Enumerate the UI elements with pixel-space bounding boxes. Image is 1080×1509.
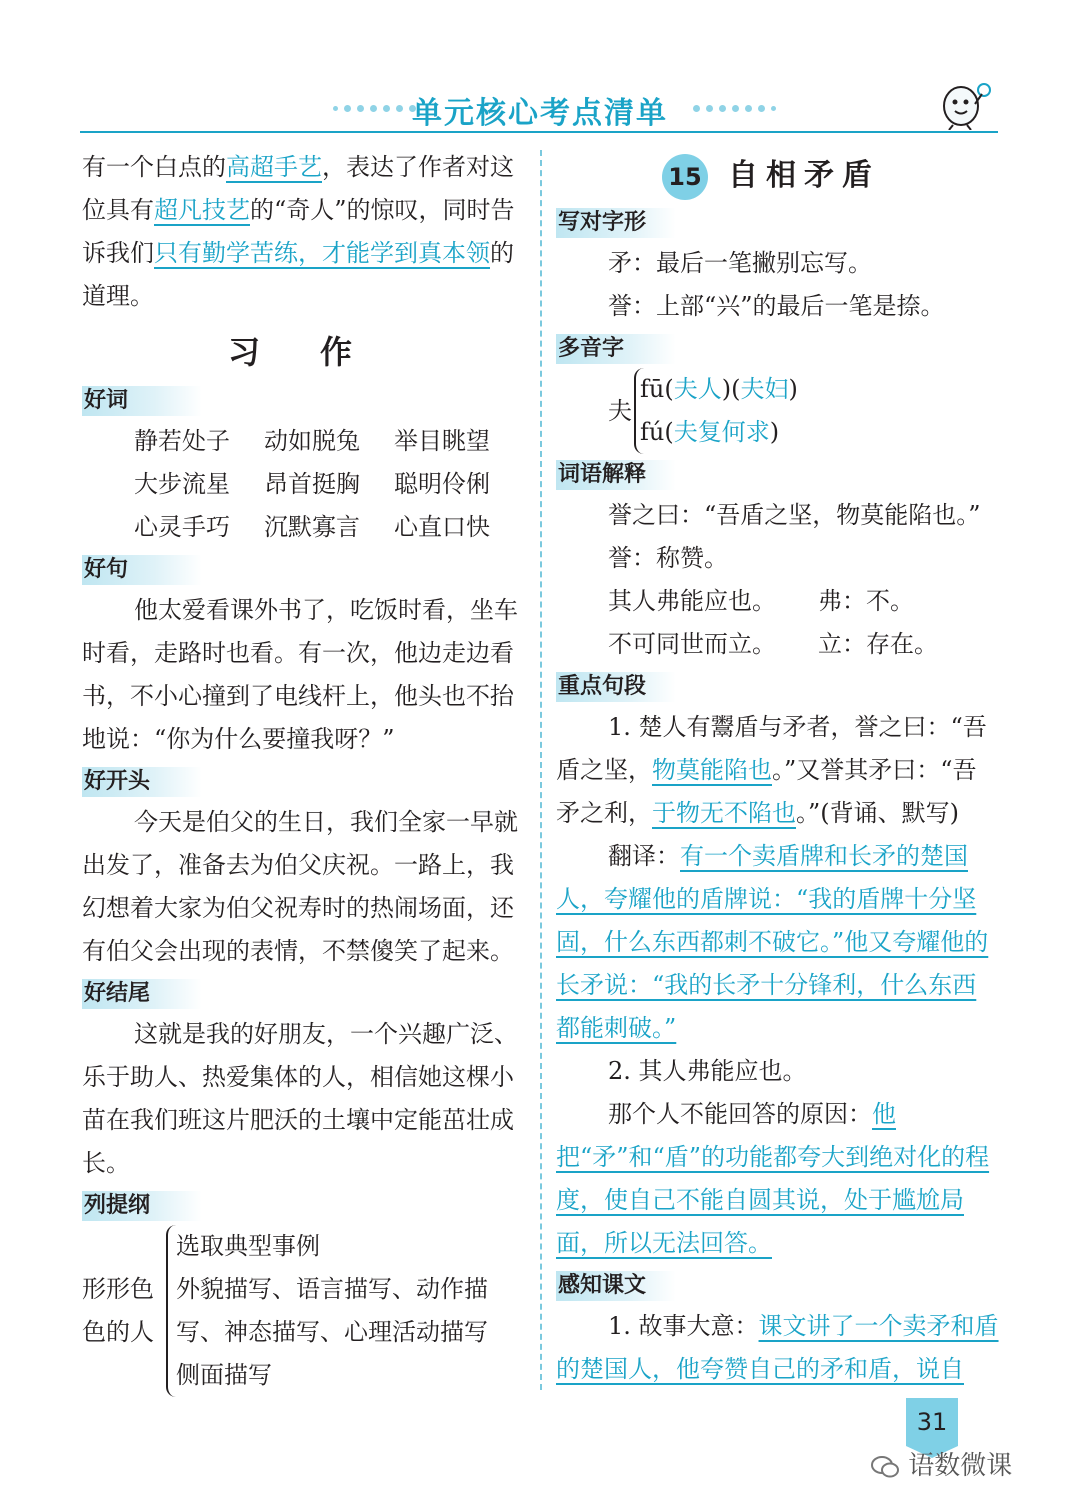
- section-title-xizuo: 习作: [227, 333, 412, 371]
- tigang-root: 形形色色的人: [82, 1275, 154, 1346]
- kaitou-text: 今天是伯父的生日，我们全家一早就出发了，准备去为伯父庆祝。一路上，我幻想着大家为伯父祝寿时的热闹场面，还有伯父会出现的表情，不禁傻笑了起来。: [82, 808, 518, 965]
- label-tigang: 列提纲: [82, 1191, 202, 1221]
- tigang-item: 外貌描写、语言描写、动作描写、神态描写、心理活动描写: [176, 1275, 488, 1346]
- story-summary: 1. 故事大意：课文讲了一个卖矛和盾的楚国人，他夸赞自己的矛和盾，说自: [556, 1312, 999, 1383]
- label-zixing: 写对字形: [556, 208, 676, 238]
- lesson-title: 15 自相矛盾: [556, 150, 1000, 202]
- haoci-grid: 静若处子 动如脱兔 举目眺望 大步流星 昂首挺胸 聪明伶俐 心灵手巧 沉默寡言 心直口快: [134, 427, 490, 541]
- duoyin-char: 夫: [608, 396, 632, 425]
- translation: 翻译：有一个卖盾牌和长矛的楚国人，夸耀他的盾牌说：“我的盾牌十分坚固，什么东西都刺不破它。”他又夸耀他的长矛说：“我的长矛十分锋利，什么东西都能刺破。”: [556, 842, 989, 1042]
- haoju-text: 他太爱看课外书了，吃饭时看，坐车时看，走路时也看。有一次，他边走边看书，不小心撞到了电线杆上，他头也不抬地说：“你为什么要撞我呀？”: [82, 596, 518, 753]
- page-header-title: 单元核心考点清单: [412, 96, 668, 131]
- left-column: [82, 146, 528, 1397]
- tigang-item: 侧面描写: [176, 1361, 272, 1389]
- ciyu-pair: 不可同世而立。 立：存在。: [608, 630, 938, 658]
- label-zhongdian: 重点句段: [556, 672, 676, 702]
- tigang-item: 选取典型事例: [176, 1232, 320, 1260]
- wechat-icon: [870, 1455, 900, 1479]
- duoyin-block: [556, 368, 1000, 454]
- ciyu-gloss: 誉：称赞。: [608, 544, 728, 572]
- zixing-item: 矛：最后一笔撇别忘写。: [608, 249, 872, 277]
- zixing-item: 誉：上部“兴”的最后一笔是捺。: [608, 292, 945, 320]
- key-passage-1: 1. 楚人有鬻盾与矛者，誉之曰：“吾盾之坚，物莫能陷也。”又誉其矛曰：“吾矛之利，于物无不陷也。”(背诵、默写): [556, 713, 987, 827]
- watermark: 语数微课: [870, 1445, 1012, 1482]
- jiewei-text: 这就是我的好朋友，一个兴趣广泛、乐于助人、热爱集体的人，相信她这棵小苗在我们班这片肥沃的土壤中定能茁壮成长。: [82, 1020, 518, 1177]
- label-haoju: 好句: [82, 555, 202, 585]
- tigang-branches: [166, 1225, 516, 1397]
- reason: 那个人不能回答的原因：他把“矛”和“盾”的功能都夸大到绝对化的程度，使自己不能自圆其说，处于尴尬局面，所以无法回答。: [556, 1100, 990, 1257]
- label-kaitou: 好开头: [82, 767, 202, 797]
- ciyu-sentence: 誉之曰：“吾盾之坚，物莫能陷也。”: [608, 501, 981, 529]
- ciyu-pair: 其人弗能应也。 弗：不。: [608, 587, 914, 615]
- intro-paragraph: 有一个白点的高超手艺，表达了作者对这位具有超凡技艺的“奇人”的惊叹，同时告诉我们只有勤学苦练，才能学到真本领的道理。: [82, 153, 515, 310]
- key-passage-2: 2. 其人弗能应也。: [608, 1057, 807, 1085]
- right-column: [556, 150, 1000, 1391]
- label-jiewei: 好结尾: [82, 979, 202, 1009]
- tigang-outline: [82, 1225, 528, 1397]
- label-haoci: 好词: [82, 386, 202, 416]
- label-ganzhi: 感知课文: [556, 1271, 676, 1301]
- label-duoyin: 多音字: [556, 334, 676, 364]
- column-divider: [540, 150, 542, 1390]
- mascot-icon: [935, 78, 993, 134]
- header-dots-right: [690, 98, 779, 110]
- lesson-number-badge: 15: [662, 154, 708, 200]
- duoyin-readings: fū(夫人)(夫妇) fú(夫复何求): [634, 368, 798, 454]
- page-number: 31: [906, 1398, 958, 1446]
- label-ciyu: 词语解释: [556, 460, 676, 490]
- header-rule: [80, 131, 998, 133]
